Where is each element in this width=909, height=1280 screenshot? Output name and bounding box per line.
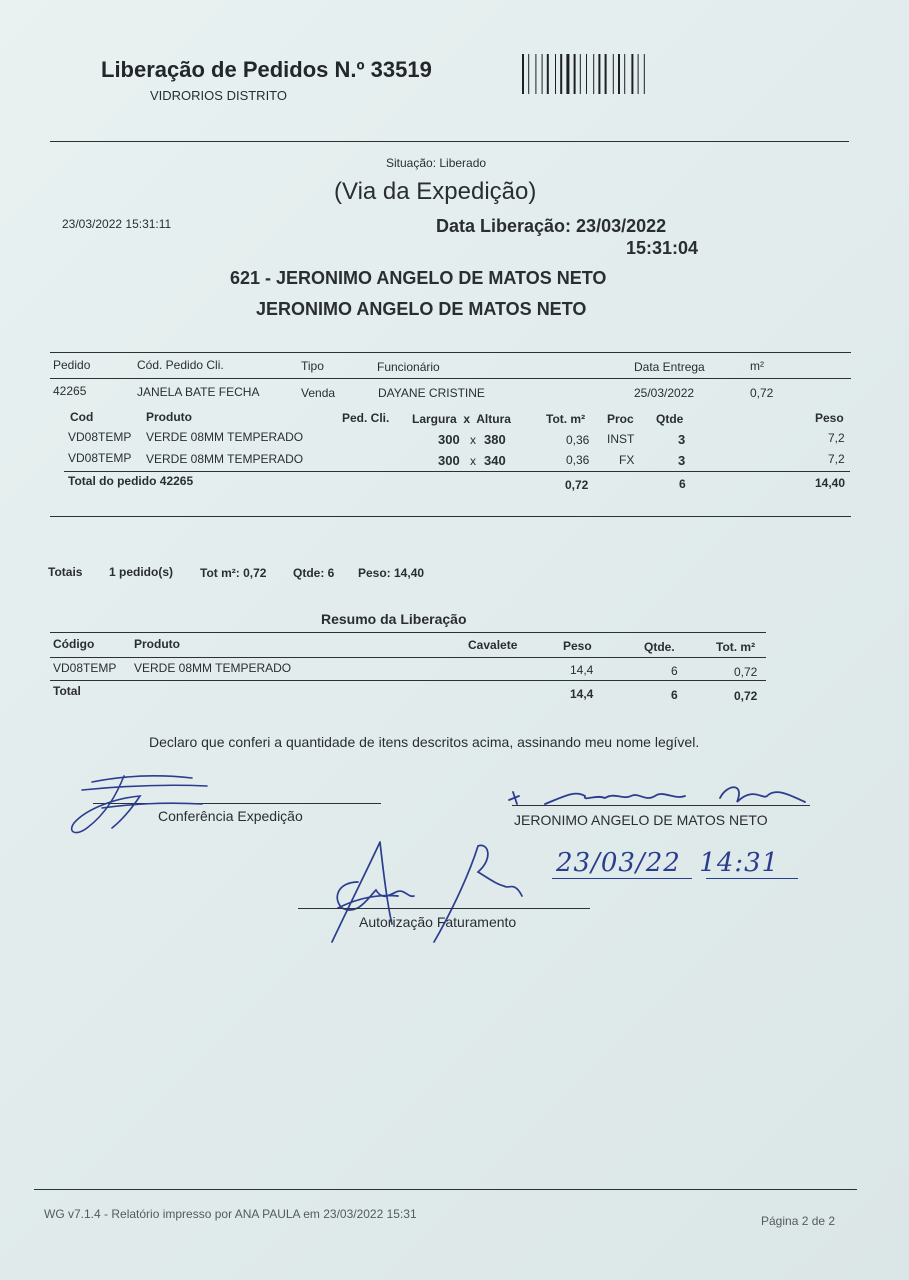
- via-label: (Via da Expedição): [334, 178, 537, 205]
- client-line-2: JERONIMO ANGELO DE MATOS NETO: [256, 299, 587, 319]
- resumo-title: Resumo da Liberação: [321, 611, 467, 627]
- resumo-total-m2: 0,72: [734, 689, 758, 703]
- order-tipo: Venda: [301, 386, 336, 400]
- barcode: [522, 54, 664, 94]
- order-cod-cli: JANELA BATE FECHA: [137, 385, 260, 399]
- resumo-total-label: Total: [53, 684, 81, 698]
- items-col-produto: Produto: [146, 410, 192, 424]
- resumo-col-tot-m2: Tot. m²: [716, 640, 756, 654]
- item-cod: VD08TEMP: [68, 451, 132, 465]
- resumo-produto: VERDE 08MM TEMPERADO: [134, 661, 292, 675]
- item-qtde: 3: [678, 432, 686, 447]
- footer-line: [34, 1189, 857, 1190]
- resumo-col-produto: Produto: [134, 637, 180, 651]
- totals-m2: Tot m²: 0,72: [200, 566, 267, 580]
- col-m2: m²: [750, 359, 764, 373]
- resumo-total-qtde: 6: [671, 688, 678, 702]
- totals-qtde: Qtde: 6: [293, 566, 335, 580]
- item-produto: VERDE 08MM TEMPERADO: [146, 430, 304, 444]
- cliente-name: JERONIMO ANGELO DE MATOS NETO: [514, 812, 768, 828]
- resumo-col-peso: Peso: [563, 639, 592, 653]
- date-underline: [552, 878, 692, 879]
- document-title: Liberação de Pedidos N.º 33519: [101, 57, 432, 82]
- order-funcionario: DAYANE CRISTINE: [378, 386, 485, 400]
- cliente-signature: [505, 776, 825, 816]
- col-pedido: Pedido: [53, 358, 91, 372]
- items-col-qtde: Qtde: [656, 412, 684, 426]
- autorizacao-signature: [318, 838, 538, 948]
- conferencia-signature: [62, 768, 212, 838]
- barcode-icon: [522, 54, 664, 94]
- resumo-top-line: [50, 632, 766, 633]
- item-tot-m2: 0,36: [566, 453, 590, 467]
- autorizacao-label: Autorização Faturamento: [359, 914, 517, 930]
- item-x: x: [470, 433, 476, 447]
- time-underline: [706, 878, 798, 879]
- items-col-peso: Peso: [815, 411, 844, 425]
- order-total-label: Total do pedido 42265: [68, 474, 194, 488]
- item-altura: 380: [484, 432, 506, 447]
- items-col-ped-cli: Ped. Cli.: [342, 411, 390, 425]
- col-cod-cli: Cód. Pedido Cli.: [137, 358, 224, 372]
- client-line-1: 621 - JERONIMO ANGELO DE MATOS NETO: [230, 268, 607, 288]
- items-total-line: [64, 471, 850, 472]
- order-total-m2: 0,72: [565, 478, 589, 492]
- col-tipo: Tipo: [301, 359, 324, 373]
- items-col-tot-m2: Tot. m²: [546, 412, 586, 426]
- data-liberacao-time: 15:31:04: [626, 238, 699, 258]
- header-divider: [50, 141, 849, 142]
- resumo-qtde: 6: [671, 664, 678, 678]
- resumo-col-cavalete: Cavalete: [468, 638, 518, 652]
- resumo-col-qtde: Qtde.: [644, 640, 675, 654]
- item-peso: 7,2: [828, 452, 845, 466]
- item-proc: FX: [619, 453, 635, 467]
- resumo-total-peso: 14,4: [570, 687, 594, 701]
- item-cod: VD08TEMP: [68, 430, 132, 444]
- item-altura: 340: [484, 453, 506, 468]
- order-total-peso: 14,40: [815, 476, 846, 490]
- resumo-header-line: [50, 657, 766, 658]
- resumo-tot-m2: 0,72: [734, 665, 758, 679]
- footer-right: Página 2 de 2: [761, 1214, 836, 1228]
- situacao: Situação: Liberado: [386, 156, 487, 170]
- footer-left: WG v7.1.4 - Relatório impresso por ANA PAULA em 23/03/2022 15:31: [44, 1207, 417, 1221]
- totals-pedidos: 1 pedido(s): [109, 565, 174, 579]
- item-tot-m2: 0,36: [566, 433, 590, 447]
- company-name: VIDRORIOS DISTRITO: [150, 88, 287, 103]
- resumo-col-codigo: Código: [53, 637, 95, 651]
- order-m2: 0,72: [750, 386, 774, 400]
- item-largura: 300: [438, 453, 460, 468]
- item-produto: VERDE 08MM TEMPERADO: [146, 452, 304, 466]
- col-data-entrega: Data Entrega: [634, 360, 705, 374]
- totals-peso: Peso: 14,40: [358, 566, 425, 580]
- resumo-peso: 14,4: [570, 663, 594, 677]
- order-bottom-line: [50, 516, 851, 517]
- order-header-line: [50, 378, 851, 379]
- totals-label: Totais: [48, 565, 83, 579]
- printed-timestamp: 23/03/2022 15:31:11: [62, 217, 172, 231]
- items-col-proc: Proc: [607, 412, 634, 426]
- declaration-text: Declaro que conferi a quantidade de itens descritos acima, assinando meu nome legível.: [149, 734, 700, 750]
- col-funcionario: Funcionário: [377, 360, 440, 374]
- item-largura: 300: [438, 432, 460, 447]
- data-liberacao: Data Liberação: 23/03/2022: [436, 216, 667, 236]
- item-proc: INST: [607, 432, 635, 446]
- item-qtde: 3: [678, 453, 686, 468]
- items-col-cod: Cod: [70, 410, 94, 424]
- order-total-qtde: 6: [679, 477, 686, 491]
- conferencia-label: Conferência Expedição: [158, 808, 303, 824]
- resumo-total-line: [50, 680, 766, 681]
- handwritten-date: 23/03/22 14:31: [556, 848, 780, 878]
- order-data-entrega: 25/03/2022: [634, 386, 695, 400]
- resumo-codigo: VD08TEMP: [53, 661, 117, 675]
- item-x: x: [470, 454, 476, 468]
- order-top-line: [50, 352, 851, 353]
- autorizacao-sign-line: [298, 908, 590, 909]
- item-peso: 7,2: [828, 431, 845, 445]
- order-pedido: 42265: [53, 384, 87, 398]
- items-col-dims: Largura x Altura: [412, 412, 511, 426]
